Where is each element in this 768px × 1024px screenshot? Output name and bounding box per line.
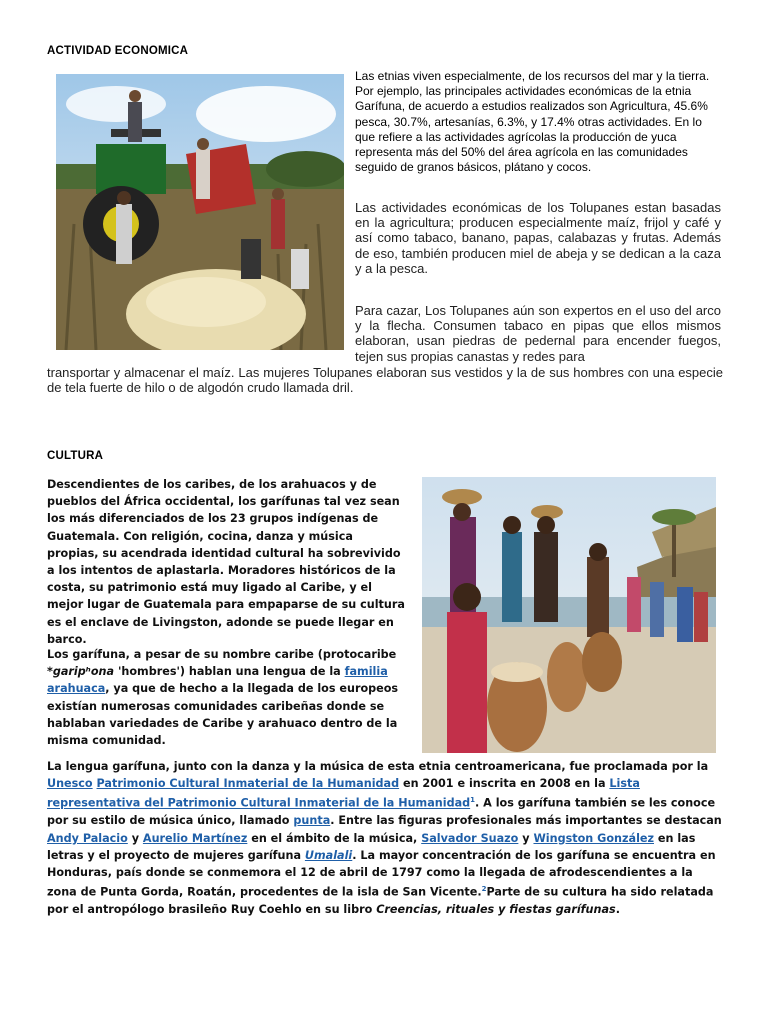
footnote-marker-2[interactable]: 2 xyxy=(481,885,487,894)
text-run: La lengua garífuna, junto con la danza y la música de esta etnia centroamericana, fue proclamada por la xyxy=(47,760,709,773)
link-patrimonio-cultural[interactable]: Patrimonio Cultural Inmaterial de la Humanidad xyxy=(96,777,400,791)
book-title: Creencias, rituales y fiestas garífunas xyxy=(376,903,616,917)
text-run: . A los garífuna también se les conoce por su estilo de música único, llamado xyxy=(47,797,716,828)
text-run: en el ámbito de la música, xyxy=(247,831,422,845)
economic-paragraph-tolupanes: Las actividades económicas de los Tolupanes estan basadas en la agricultura; producen especialmente maíz, frijol y café y así como tabaco, banano, papas, calabazas y frutas. Además de eso, también producen miel de abeja y se dedican a la caza y a la pesca. xyxy=(355,200,721,276)
footnote-marker-1[interactable]: 1 xyxy=(470,796,476,805)
link-lista-representativa[interactable]: Lista representativa del Patrimonio Cultural Inmaterial de la Humanidad xyxy=(47,777,640,811)
link-salvador-suazo[interactable]: Salvador Suazo xyxy=(421,831,519,845)
text-run: , ya que de hecho a la llegada de los europeos existían numerosas comunidades caribeñas donde se hablaban variedades de Caribe y arahuaco dentro de la misma comunidad. xyxy=(47,682,399,748)
text-run: . La mayor concentración de los garífuna se encuentra en Honduras, país donde se conmemora el 12 de abril de 1797 como la llegada de afrodescendientes a la zona de Punta Gorda, Roatán, procedentes de la isla de San Vicente. xyxy=(47,848,716,899)
garifuna-drummers-illustration xyxy=(422,477,716,753)
text-run: en las letras y el proyecto de mujeres garífuna xyxy=(47,831,696,862)
link-familia-arahuaca[interactable]: familia arahuaca xyxy=(47,665,388,696)
link-aurelio-martinez[interactable]: Aurelio Martínez xyxy=(142,831,248,845)
link-unesco[interactable]: Unesco xyxy=(47,777,93,791)
text-run: . xyxy=(615,903,620,917)
corn-harvest-photo xyxy=(56,74,344,350)
text-run: 'hombres') hablan una lengua de la xyxy=(114,665,345,679)
economic-paragraph-hunting: Para cazar, Los Tolupanes aún son expertos en el uso del arco y la flecha. Consumen tabaco en pipas que ellos mismos elaboran, usan piedras de pedernal para encender fuegos, tejen sus propias canastas y redes para xyxy=(355,303,721,364)
economic-paragraph-hunting-continued: transportar y almacenar el maíz. Las mujeres Tolupanes elaboran sus vestidos y la de sus hombres con una especie de tela fuerte de hilo o de algodón crudo llamada dril. xyxy=(47,365,723,396)
protocaribe-word: *garipʰona xyxy=(47,665,115,679)
garifuna-drummers-photo xyxy=(422,477,716,753)
section-heading-actividad-economica: ACTIVIDAD ECONOMICA xyxy=(47,45,189,57)
link-punta[interactable]: punta xyxy=(293,814,331,828)
text-run: . Entre las figuras profesionales más importantes se destacan xyxy=(330,814,722,828)
text-run: en 2001 e inscrita en 2008 en la xyxy=(399,777,610,791)
text-run: y xyxy=(518,831,534,845)
culture-paragraph-language xyxy=(47,646,417,749)
culture-paragraph-heritage xyxy=(47,758,723,918)
corn-harvest-illustration xyxy=(56,74,344,350)
link-andy-palacio[interactable]: Andy Palacio xyxy=(47,831,128,845)
text-run: y xyxy=(127,831,143,845)
section-heading-cultura: CULTURA xyxy=(47,450,104,462)
economic-paragraph-garifuna: Las etnias viven especialmente, de los recursos del mar y la tierra. Por ejemplo, las principales actividades económicas de la etnia Garífuna, de acuerdo a estudios realizados son Agricultura, 45.6% pesca, 30.7%, artesanías, 6.3%, y 17.4% otras actividades. En lo que refiere a las actividades agrícolas la producción de yuca representa más del 50% del área agrícola en las comunidades seguido de granos básicos, plátano y cocos. xyxy=(355,69,710,175)
culture-paragraph-origins: Descendientes de los caribes, de los arahuacos y de pueblos del África occidental, los garífunas tal vez sean los más diferenciados de los 23 grupos indígenas de Guatemala. Con religión, cocina, danza y música propias, su acendrada identidad cultural ha sobrevivido a los intentos de aplastarla. Moradores históricos de la costa, su patrimonio está muy ligado al Caribe, y el mejor lugar de Guatemala para empaparse de su cultura es el enclave de Livingston, adonde se puede llegar en barco. xyxy=(47,478,405,646)
text-run: Parte de su cultura ha sido relatada por el antropólogo brasileño Ruy Coehlo en su libro xyxy=(47,885,714,917)
text-run: Los garífuna, a pesar de su nombre caribe (protocaribe xyxy=(47,648,397,661)
link-wingston-gonzalez[interactable]: Wingston González xyxy=(533,831,654,845)
link-umalali[interactable]: Umalali xyxy=(304,848,353,862)
